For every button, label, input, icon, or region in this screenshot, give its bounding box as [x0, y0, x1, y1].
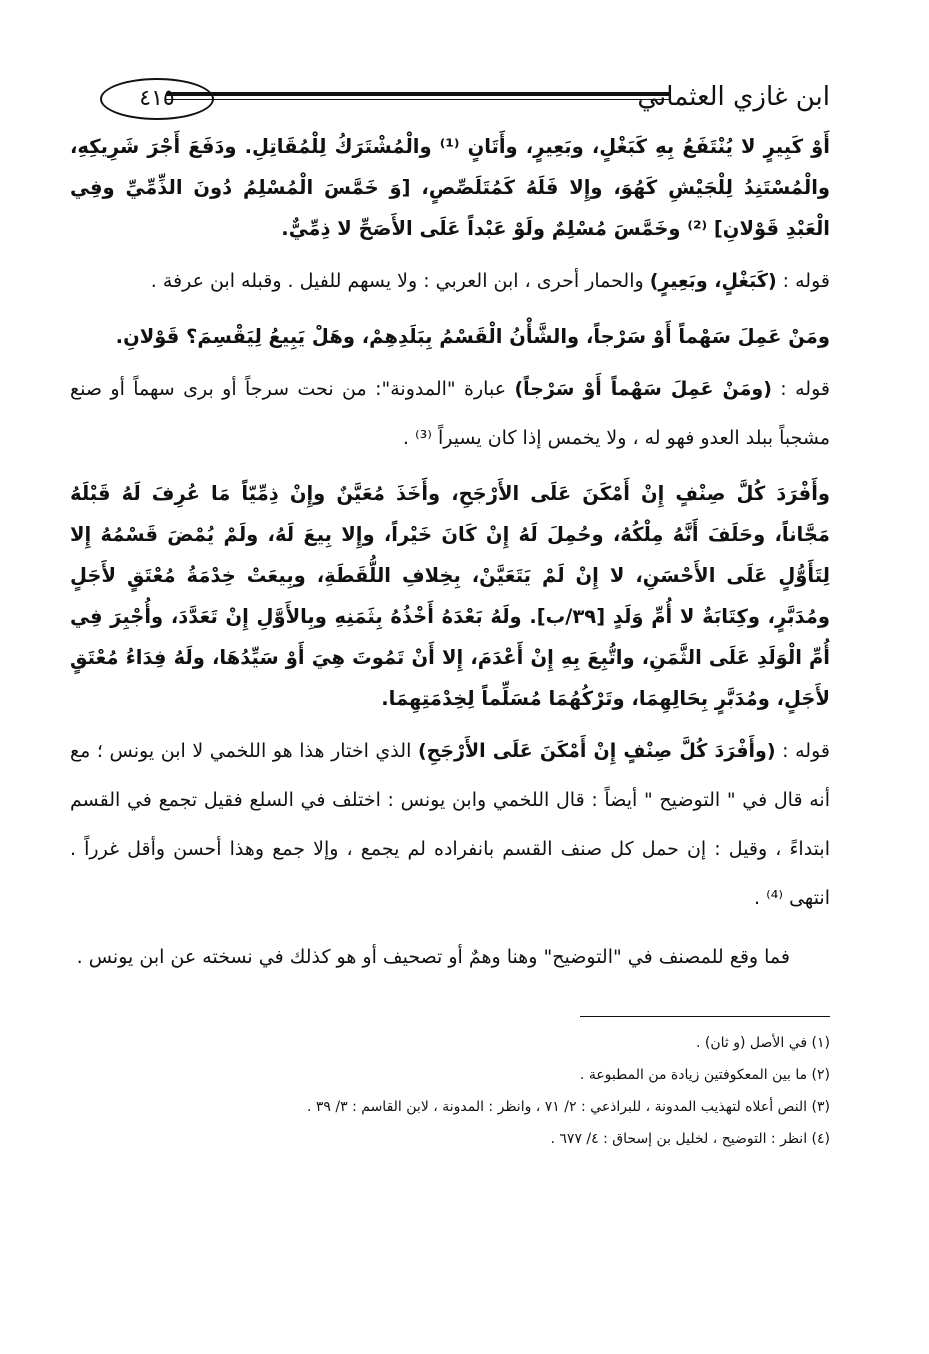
quoted-matn: (ومَنْ عَمِلَ سَهْماً أَوْ سَرْجاً)	[514, 378, 772, 400]
commentary-prefix: قوله :	[775, 740, 830, 762]
commentary-text: عبارة "المدونة": من نحت سرجاً أو برى سهماً أو صنع مشجباً ببلد العدو فهو له ، ولا يخمس إذا كان يسيراً ⁽³⁾ .	[70, 378, 830, 449]
matn-paragraph-3: وأَفْرَدَ كُلَّ صِنْفٍ إِنْ أَمْكَنَ عَلَى الأَرْجَحِ، وأَخَذَ مُعَيَّنٌ وإِنْ ذِمِّيّاً مَا عُرِفَ لَهُ قَبْلَهُ مَجَّاناً، وحَلَفَ أَنَّهُ مِلْكُهُ، وحُمِلَ لَهُ إِنْ كَانَ خَيْراً، وإِلا بِيعَ لَهُ، ولَمْ يُمْضَ قَسْمُهُ إِلا لِتَأَوُّلٍ عَلَى الأَحْسَنِ، لا إِنْ لَمْ يَتَعَيَّنْ، بِخِلافِ اللُّقَطَةِ، وبِيعَتْ خِدْمَةُ مُعْتَقٍ لأَجَلٍ ومُدَبَّرٍ، وكِتَابَةٌ لا أُمِّ وَلَدٍ [٣٩/ب]. ولَهُ بَعْدَهُ أَخْذُهُ بِثَمَنِهِ وبِالأَوَّلِ إِنْ تَعَدَّدَ، وأُجْبِرَ فِي أُمِّ الْوَلَدِ عَلَى الثَّمَنِ، واتُّبِعَ بِهِ إِنْ أَعْدَمَ، إِلا أَنْ تَمُوتَ هِيَ أَوْ سَيِّدُهَا، ولَهُ فِدَاءُ مُعْتَقٍ لأَجَلٍ، ومُدَبَّرٍ بِحَالِهِمَا، وتَرْكُهُمَا مُسَلِّماً لِخِدْمَتِهِمَا.	[70, 482, 830, 710]
commentary-text: والحمار أحرى ، ابن العربي : ولا يسهم للفيل . وقبله ابن عرفة .	[150, 270, 650, 292]
header-rule	[166, 92, 670, 96]
page-number: ٤١٥	[100, 78, 214, 120]
matn-paragraph-2: ومَنْ عَمِلَ سَهْماً أَوْ سَرْجاً، والشَّأْنُ الْقَسْمُ بِبَلَدِهِمْ، وهَلْ يَبِيعُ لِيَقْسِمَ؟ قَوْلانِ.	[115, 325, 830, 348]
page-header	[70, 62, 830, 126]
quoted-matn: (كَبَغْلٍ، وبَعِيرٍ)	[649, 270, 777, 292]
quoted-matn: (وأَفْرَدَ كُلَّ صِنْفٍ إِنْ أَمْكَنَ عَلَى الأَرْجَحِ)	[417, 740, 776, 762]
matn-paragraph-1: أَوْ كَبِيرٍ لا يُنْتَفَعُ بِهِ كَبَغْلٍ، وبَعِيرٍ، وأَتَانٍ ⁽¹⁾ والْمُشْتَرَكُ لِلْمُقَاتِلِ. ودَفَعَ أَجْرَ شَرِيكِهِ، والْمُسْتَنِدُ لِلْجَيْشِ كَهُوَ، وإِلا فَلَهُ كَمُتَلَصِّصٍ، [وَ خَمَّسَ الْمُسْلِمُ دُونَ الذِّمِّيِّ وفِي الْعَبْدِ قَوْلانِ] ⁽²⁾ وخَمَّسَ مُسْلِمٌ ولَوْ عَبْداً عَلَى الأَصَحِّ لا ذِمِّيٌّ.	[70, 135, 830, 240]
commentary-paragraph-2	[70, 365, 830, 463]
commentary-prefix: قوله :	[776, 270, 830, 292]
commentary-text: الذي اختار هذا هو اللخمي لا ابن يونس ؛ مع أنه قال في " التوضيح " أيضاً : قال اللخمي وابن يونس : اختلف في السلع فقيل تجمع في القسم ابتداءً ، وقيل : إن حمل كل صنف القسم بانفراده لم يجمع ، وإلا جمع وهذا أحسن وأقل غرراً . انتهى ⁽⁴⁾ .	[70, 740, 830, 909]
commentary-prefix: قوله :	[771, 378, 830, 400]
footnote-4: (٤) انظر : التوضيح ، لخليل بن إسحاق : ٤/ ٦٧٧ .	[550, 1131, 830, 1147]
book-page	[70, 62, 830, 1155]
commentary-paragraph-4: فما وقع للمصنف في "التوضيح" وهنا وهمٌ أو تصحيف أو هو كذلك في نسخته عن ابن يونس .	[76, 946, 790, 968]
footnote-separator	[580, 1016, 830, 1017]
footnote-1: (١) في الأصل (و ثان) .	[695, 1035, 830, 1051]
running-title: ابن غازي العثماني	[637, 82, 830, 112]
footnote-2: (٢) ما بين المعكوفتين زيادة من المطبوعة .	[579, 1067, 830, 1083]
commentary-paragraph-3	[70, 727, 830, 923]
footnote-3: (٣) النص أعلاه لتهذيب المدونة ، للبراذعي : ٢/ ٧١ ، وانظر : المدونة ، لابن القاسم : ٣/ ٣٩ .	[306, 1099, 830, 1115]
commentary-paragraph-1	[70, 257, 830, 306]
